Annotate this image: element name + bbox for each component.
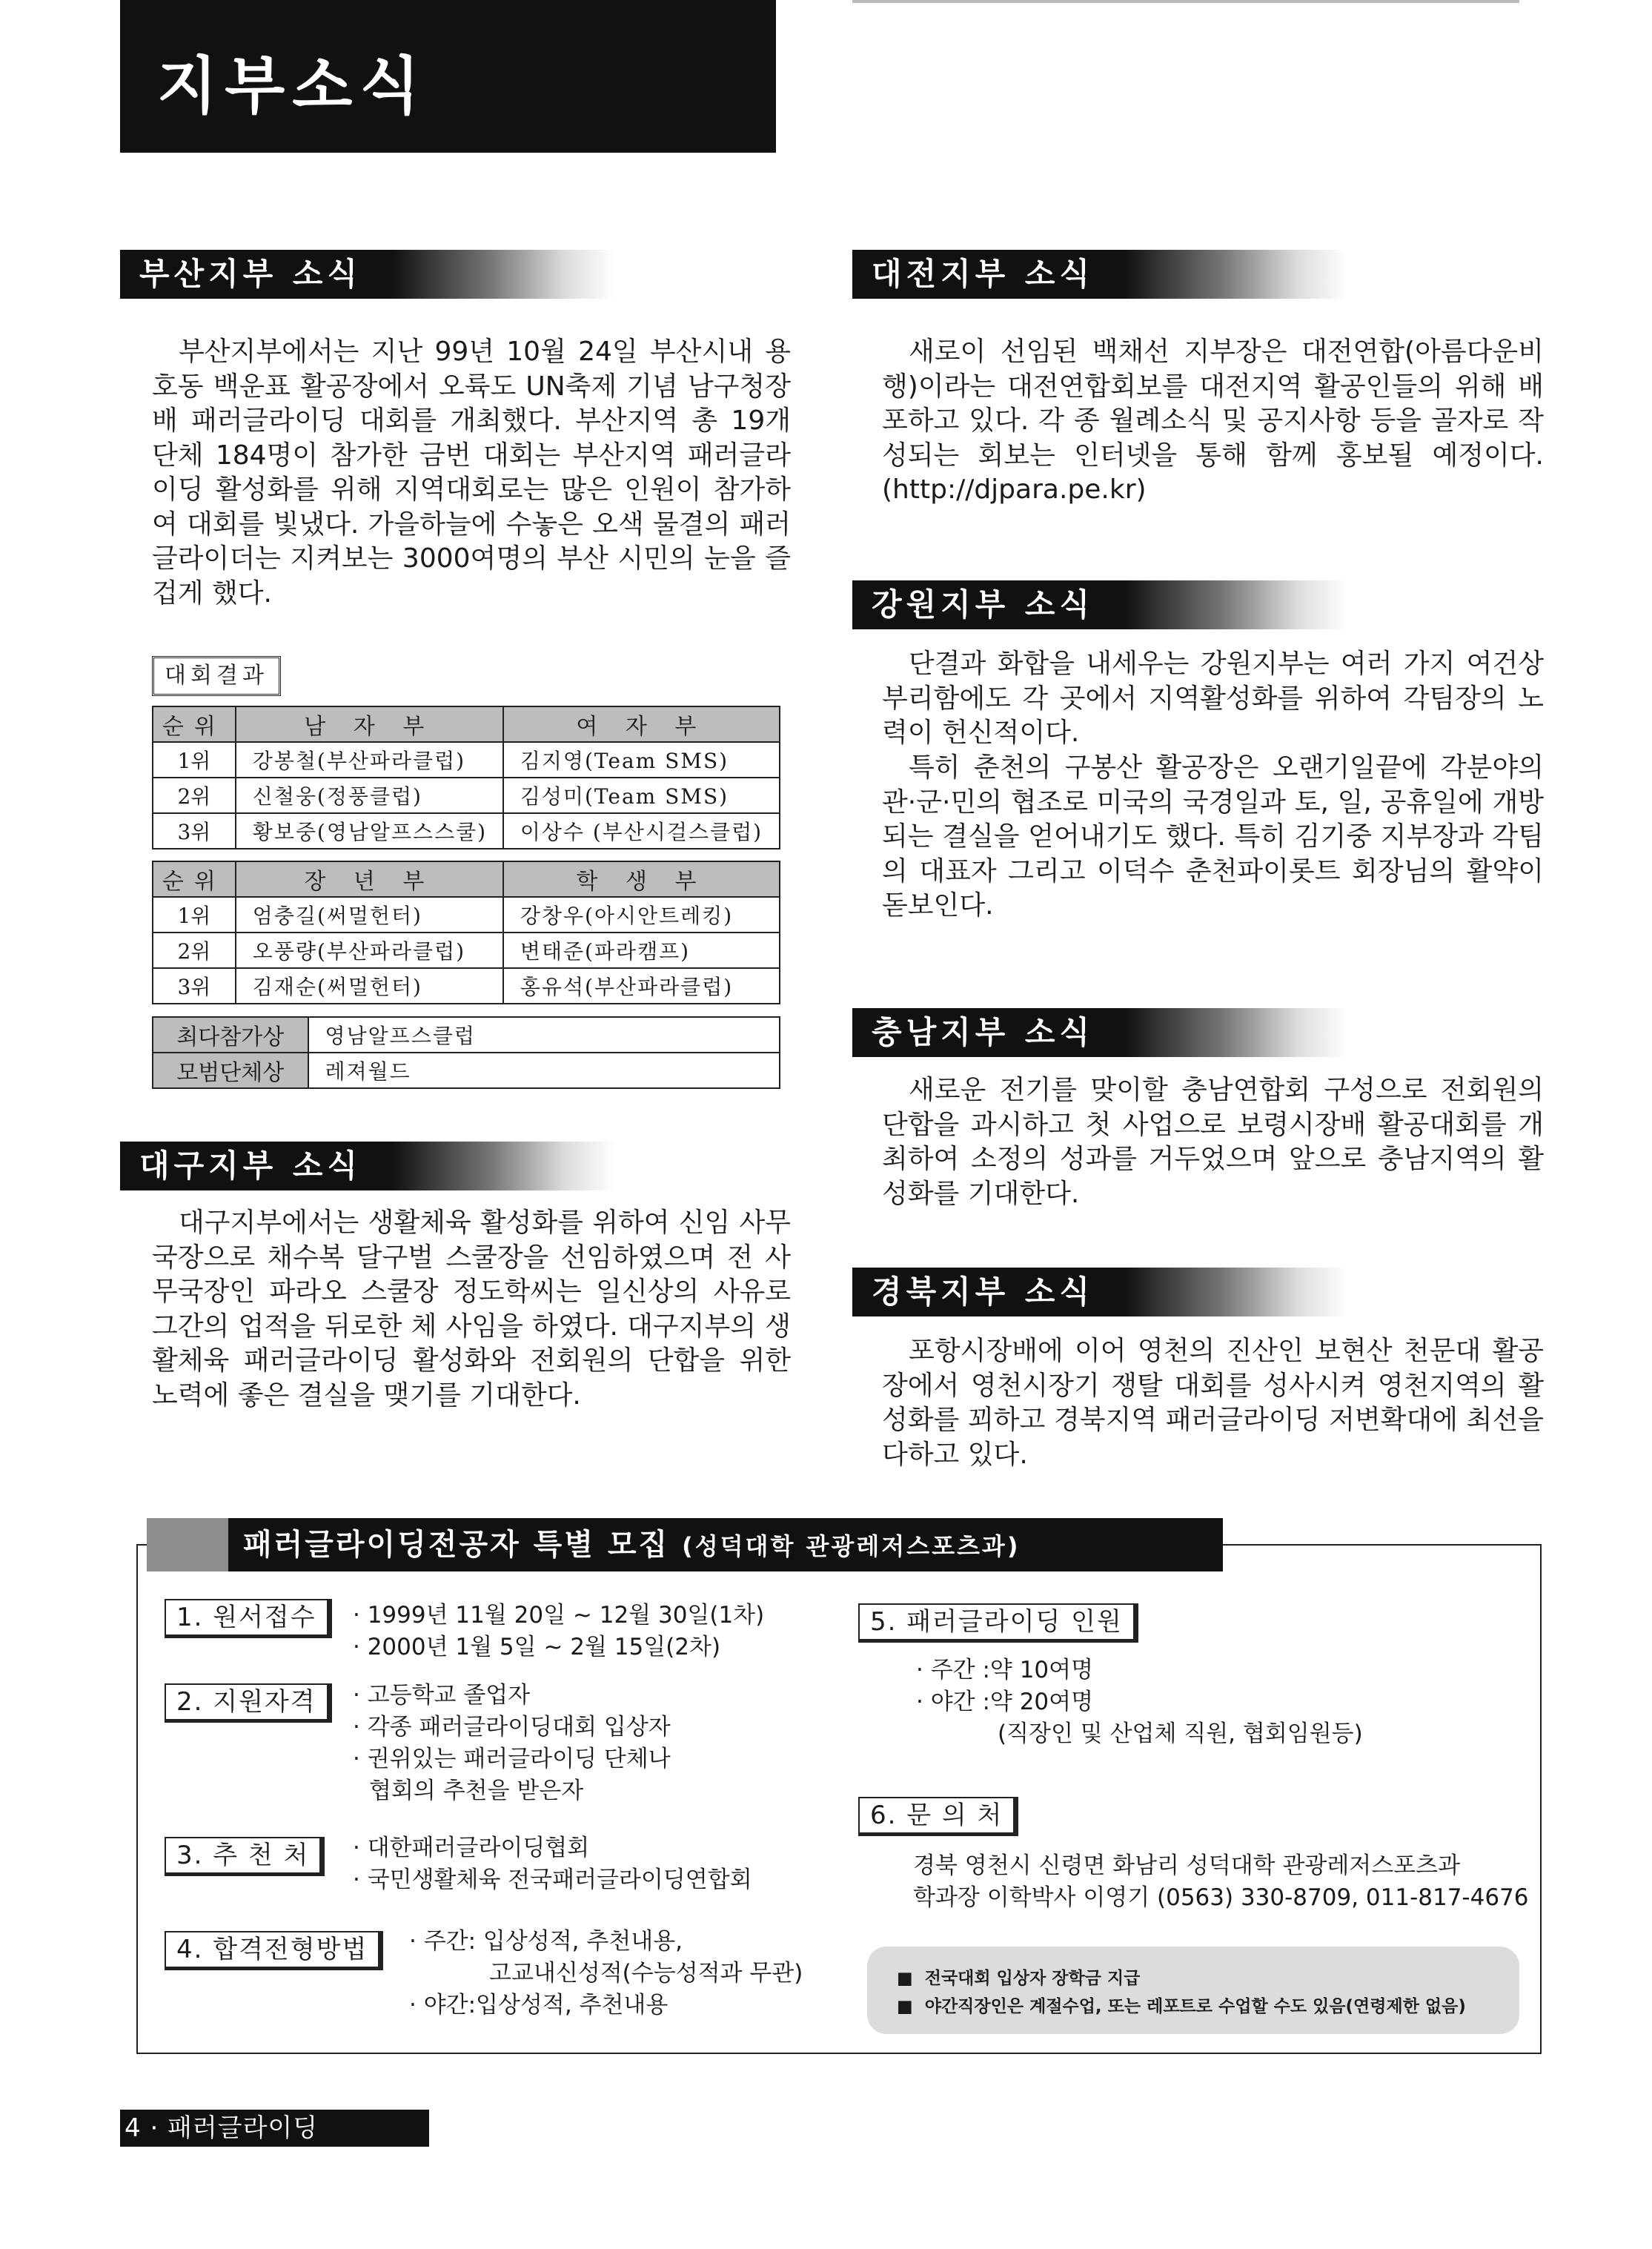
table-row: [153, 1017, 780, 1053]
daegu-section-title: 대구지부 소식: [120, 1142, 615, 1190]
gangwon-body-1: 단결과 화합을 내세우는 강원지부는 여러 가지 여건상 부리함에도 각 곳에서 지역활성화를 위하여 각팀장의 노력이 헌신적이다.: [882, 649, 1544, 748]
item-line: · 1999년 11월 20일 ~ 12월 30일(1차): [353, 1602, 765, 1629]
item-label-selection: 4. 합격전형방법: [165, 1931, 383, 1970]
item-lines-selection: [409, 1926, 803, 2021]
table-header-cell: 여 자 부: [503, 706, 780, 742]
winner-cell: 황보중(영남알프스스쿨): [236, 813, 503, 849]
winner-cell: 변태준(파라캠프): [503, 933, 780, 968]
item-lines-application: [353, 1600, 764, 1663]
awards-table: [152, 1016, 780, 1089]
results-label: 대회결과: [152, 656, 281, 696]
award-name-cell: 모범단체상: [153, 1053, 308, 1088]
award-name-cell: 최다참가상: [153, 1017, 308, 1053]
item-line: · 2000년 1월 5일 ~ 2월 15일(2차): [353, 1634, 721, 1660]
rank-cell: 3위: [153, 968, 236, 1004]
table-row: [153, 778, 780, 813]
chungnam-section-title: 충남지부 소식: [852, 1008, 1347, 1057]
item-line: · 야간:입상성적, 추천내용: [409, 1992, 669, 2018]
item-label-eligibility: 2. 지원자격: [165, 1683, 332, 1723]
daegu-body: 대구지부에서는 생활체육 활성화를 위하여 신임 사무국장으로 채수복 달구벌 스쿨장을 선임하였으며 전 사무국장인 파라오 스쿨장 정도학씨는 일신상의 사유로 그간의 업적을 뒤로한 체 사임을 하였다. 대구지부의 생활체육 패러글라이딩 활성화와 전회원의 단합을 위한 노력에 좋은 결실을 맺기를 기대한다.: [152, 1208, 791, 1411]
item-lines-contact: [913, 1850, 1529, 1914]
rank-cell: 1위: [153, 897, 236, 933]
winner-cell: 엄충길(써멀헌터): [236, 897, 503, 933]
item-label-application: 1. 원서접수: [165, 1599, 332, 1638]
item-label-contact: 6. 문 의 처: [858, 1797, 1018, 1836]
table-row: [153, 897, 780, 933]
bullet-square-icon: ■: [897, 1969, 913, 1988]
item-line: (직장인 및 산업체 직원, 협회임원등): [998, 1720, 1363, 1747]
notice-line: [897, 1964, 1140, 1989]
chungnam-body: 새로운 전기를 맞이할 충남연합회 구성으로 전회원의 단합을 과시하고 첫 사업으로 보령시장배 활공대회를 개최하여 소정의 성과를 거두었으며 앞으로 충남지역의 활성화를 기대한다.: [882, 1075, 1544, 1209]
gyeongbuk-section-title: 경북지부 소식: [852, 1268, 1347, 1316]
notice-box: [867, 1947, 1519, 2034]
table-header-cell: 순위: [153, 706, 236, 742]
rank-cell: 1위: [153, 742, 236, 778]
recruitment-banner-accent: [147, 1518, 228, 1571]
table-header-cell: 장 년 부: [236, 861, 503, 897]
gangwon-body-2: 특히 춘천의 구봉산 활공장은 오랜기일끝에 각분야의 관·군·민의 협조로 미국의 국경일과 토, 일, 공휴일에 개방되는 결실을 얻어내기도 했다. 특히 김기중 지부장과 각팀의 대표자 그리고 이덕수 춘천파이롯트 회장님의 활약이 돋보인다.: [882, 752, 1544, 921]
gyeongbuk-body: 포항시장배에 이어 영천의 진산인 보현산 천문대 활공장에서 영천시장기 쟁탈 대회를 성사시켜 영천지역의 활성화를 꾀하고 경북지역 패러글라이딩 저변확대에 최선을 다하고 있다.: [882, 1336, 1544, 1470]
notice-line: [897, 1993, 1466, 2017]
table-header-row: [153, 706, 780, 742]
item-line: · 주간: 입상성적, 추천내용,: [409, 1928, 683, 1955]
item-line: · 대한패러글라이딩협회: [353, 1835, 590, 1861]
winner-cell: 홍유석(부산파라클럽): [503, 968, 780, 1004]
page-title: 지부소식: [120, 0, 776, 153]
busan-body: 부산지부에서는 지난 99년 10월 24일 부산시내 용호동 백운표 활공장에서 오륙도 UN축제 기념 남구청장배 패러글라이딩 대회를 개최했다. 부산지역 총 19개 단체 184명이 참가한 금번 대회는 부산지역 패러글라이딩 활성화를 위해 지역대회로는 많은 인원이 참가하여 대회를 빛냈다. 가을하늘에 수놓은 오색 물결의 패러글라이더는 지켜보는 3000여명의 부산 시민의 눈을 즐겁게 했다.: [152, 337, 791, 609]
gangwon-section-title: 강원지부 소식: [852, 580, 1347, 629]
item-line: 협회의 추천을 받은자: [369, 1778, 584, 1804]
award-winner-cell: 레져월드: [308, 1053, 780, 1088]
winner-cell: 오풍량(부산파라클럽): [236, 933, 503, 968]
item-line: · 각종 패러글라이딩대회 입상자: [353, 1714, 671, 1740]
table-row: [153, 813, 780, 849]
winner-cell: 김지영(Team SMS): [503, 742, 780, 778]
rank-cell: 3위: [153, 813, 236, 849]
results-table-1: [152, 706, 780, 849]
rank-cell: 2위: [153, 933, 236, 968]
winner-cell: 신철웅(정풍클럽): [236, 778, 503, 813]
item-line: 경북 영천시 신령면 화남리 성덕대학 관광레저스포츠과: [913, 1852, 1461, 1879]
recruitment-title-sub: (성덕대학 관광레저스포츠과): [682, 1532, 1021, 1560]
table-row: [153, 742, 780, 778]
daejeon-body: 새로이 선임된 백채선 지부장은 대전연합(아름다운비행)이라는 대전연합회보를 대전지역 활공인들의 위해 배포하고 있다. 각 종 월례소식 및 공지사항 등을 골자로 작성되는 회보는 인터넷을 통해 함께 홍보될 예정이다.(http://djpara.pe.kr): [882, 337, 1544, 505]
item-lines-eligibility: [353, 1680, 671, 1807]
item-line: 고교내신성적(수능성적과 무관): [489, 1960, 803, 1987]
item-line: 학과장 이학박사 이영기 (0563) 330-8709, 011-817-4676: [913, 1884, 1529, 1911]
results-table-2: [152, 861, 780, 1004]
table-header-cell: 순위: [153, 861, 236, 897]
notice-text: 전국대회 입상자 장학금 지급: [924, 1969, 1141, 1988]
table-header-row: [153, 861, 780, 897]
item-lines-recommender: [353, 1832, 752, 1896]
daejeon-section-title: 대전지부 소식: [852, 250, 1347, 299]
item-line: · 고등학교 졸업자: [353, 1682, 531, 1709]
table-header-cell: 학 생 부: [503, 861, 780, 897]
item-line: · 야간 :약 20여명: [916, 1689, 1094, 1715]
rank-cell: 2위: [153, 778, 236, 813]
item-label-recommender: 3. 추 천 처: [165, 1837, 325, 1876]
winner-cell: 김재순(써멀헌터): [236, 968, 503, 1004]
item-lines-quota: [916, 1655, 1363, 1750]
bullet-square-icon: ■: [897, 1997, 913, 2016]
table-row: [153, 968, 780, 1004]
table-row: [153, 1053, 780, 1088]
winner-cell: 강봉철(부산파라클럽): [236, 742, 503, 778]
winner-cell: 이상수 (부산시걸스클럽): [503, 813, 780, 849]
winner-cell: 강창우(아시안트레킹): [503, 897, 780, 933]
item-line: · 주간 :약 10여명: [916, 1657, 1094, 1683]
item-line: · 국민생활체육 전국패러글라이딩연합회: [353, 1867, 752, 1893]
recruitment-title: [243, 1518, 1020, 1571]
notice-text: 야간직장인은 계절수업, 또는 레포트로 수업할 수도 있음(연령제한 없음): [924, 1997, 1466, 2016]
busan-section-title: 부산지부 소식: [120, 250, 615, 299]
award-winner-cell: 영남알프스클럽: [308, 1017, 780, 1053]
page-footer: 4 · 패러글라이딩: [120, 2110, 429, 2147]
table-header-cell: 남 자 부: [236, 706, 503, 742]
item-line: · 권위있는 패러글라이딩 단체나: [353, 1746, 671, 1772]
table-row: [153, 933, 780, 968]
recruitment-title-main: 패러글라이딩전공자 특별 모집: [243, 1528, 670, 1562]
item-label-quota: 5. 패러글라이딩 인원: [858, 1603, 1138, 1643]
top-divider: [852, 0, 1519, 3]
winner-cell: 김성미(Team SMS): [503, 778, 780, 813]
